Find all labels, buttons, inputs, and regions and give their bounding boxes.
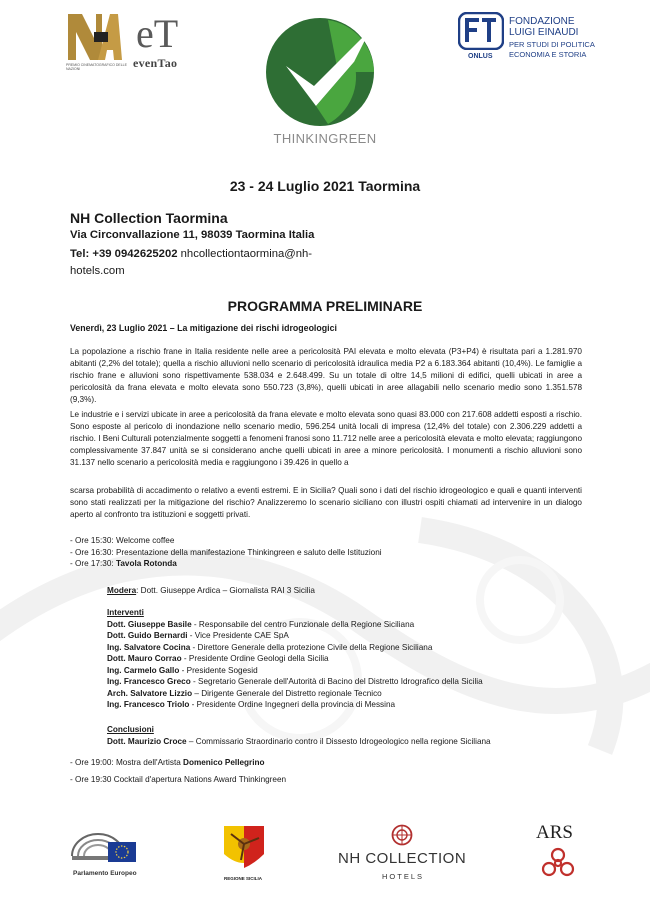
schedule-item: - Ore 15:30: Welcome coffee [70, 536, 175, 545]
evening-item: - Ore 19:30 Cocktail d'apertura Nations Award Thinkingreen [70, 775, 287, 784]
ars-trinacria-emblem [538, 843, 578, 879]
ars-wordmark: ARS [536, 822, 573, 843]
speaker: Ing. Carmelo Gallo - Presidente Sogesid [107, 665, 258, 675]
na-award-logo [68, 14, 122, 60]
day-title: Venerdì, 23 Luglio 2021 – La mitigazione dei rischi idrogeologici [70, 323, 337, 333]
fondazione-einaudi-logo [458, 12, 504, 50]
regione-caption: REGIONE SICILIA [224, 876, 263, 881]
na-caption: PREMIO CINEMATOGRAFICO DELLE NAZIONI [66, 63, 127, 71]
paragraph-2: Le industrie e i servizi ubicate in aree a pericolosità da frana elevate e molto elevata sono quasi 83.000 con 217.608 addetti esposti a rischio. Sono esposte al pericolo di inondazione nello scenario medio, 596.254 unità locali di impresa (12,4% del totale) con 2.306.229 addetti a rischio. I Beni Culturali potenzialmente soggetti a fenomeni franosi sono 11.712 nelle aree a pericolosità elevata e molto elevata; raggiungono complessivamente 37.847 unità se si considerano anche quelli ubicati in aree a minore pericolosità. I monumenti a rischio alluvioni sono 31.137 nello scenario a pericolosità media e raggiungono i 39.426 in quello a [70, 410, 582, 467]
speaker: Arch. Salvatore Lizzio – Dirigente Generale del Distretto regionale Tecnico [107, 688, 382, 698]
onlus-label: ONLUS [468, 53, 493, 60]
evening-item: - Ore 19:00: Mostra dell'Artista Domenico Pellegrino [70, 758, 265, 767]
venue-name: NH Collection Taormina [70, 210, 228, 226]
conclusioni-heading: Conclusioni [107, 725, 154, 734]
paragraph-1: La popolazione a rischio frane in Italia residente nelle aree a pericolosità PAI elevata e molto elevata (P3+P4) è risultata pari a 1.281.970 abitanti (2,2% del totale); quella a rischio alluvioni nello scenario di pericolosità idraulica media P2 a 6.183.364 abitanti (10,4%). Le famiglie a rischio frane e alluvioni sono rispettivamente 538.034 e 2.648.499. Su un totale di oltre 14,5 milioni di edifici, quelli ubicati in aree a pericolosità da frana elevata e molto elevata sono 550.723 (3,8%), quelli ubicati in aree allagabili nello scenario medio sono 1.351.578 (9,3%). [70, 347, 582, 404]
schedule-item: - Ore 16:30: Presentazione della manifestazione Thinkingreen e saluto delle Istituzioni [70, 547, 382, 557]
nh-hotels-label: HOTELS [382, 872, 425, 881]
thinkingreen-wordmark: THINKINGREEN [273, 131, 377, 146]
paragraph-3: scarsa probabilità di accadimento o relativo a eventi estremi. E in Sicilia? Quali sono i dati del rischio idrogeologico e quali e quanti interventi sono stati realizzati per la mitigazione del rischio? Analizzeremo lo scenario siciliano con illustri ospiti chiamati ad intervenire in un dialogo aperto al confronto tra istituzioni e soggetti privati. [70, 486, 582, 519]
speaker: Ing. Salvatore Cocina - Direttore Generale della protezione Civile della Regione Siciliana [107, 642, 433, 652]
eventao-mark: eT [136, 11, 179, 56]
interventi-heading: Interventi [107, 608, 144, 617]
parlamento-caption: Parlamento Europeo [73, 870, 137, 877]
speaker: Dott. Mauro Corrao - Presidente Ordine Geologi della Sicilia [107, 654, 329, 663]
interventi-section [107, 607, 483, 711]
speaker: Dott. Giuseppe Basile - Responsabile del centro Funzionale della Regione Siciliana [107, 619, 415, 629]
nh-collection-wordmark: NH COLLECTION [338, 850, 467, 867]
eventao-caption: evenTao [133, 56, 178, 70]
regione-sicilia-logo [221, 824, 267, 872]
speaker: Ing. Francesco Triolo - Presidente Ordine Ingegneri della provincia di Messina [107, 700, 396, 709]
venue-contact: Tel: +39 0942625202 nhcollectiontaormina@nh- hotels.com [70, 248, 313, 277]
speaker: Dott. Guido Bernardi - Vice Presidente CAE SpA [107, 631, 289, 640]
moderator: Modera: Dott. Giuseppe Ardica – Giornalista RAI 3 Sicilia [107, 586, 315, 595]
fondazione-subtitle: PER STUDI DI POLITICA ECONOMIA E STORIA [509, 40, 595, 59]
schedule-item: - Ore 17:30: Tavola Rotonda [70, 559, 177, 568]
thinkingreen-logo [258, 16, 382, 128]
program-title: PROGRAMMA PRELIMINARE [227, 298, 423, 314]
venue-address: Via Circonvallazione 11, 98039 Taormina Italia [70, 229, 315, 241]
conclusioni-section [107, 724, 491, 747]
speaker: Ing. Francesco Greco - Segretario Generale dell'Autorità di Bacino del Distretto Idrografico della Sicilia [107, 677, 483, 686]
schedule-list [70, 535, 382, 570]
speaker: Dott. Maurizio Croce – Commissario Straordinario contro il Dissesto Idrogeologico nella regione Siciliana [107, 736, 491, 746]
nh-collection-emblem [391, 824, 413, 846]
fondazione-name: FONDAZIONE LUIGI EINAUDI [509, 16, 579, 38]
event-date: 23 - 24 Luglio 2021 Taormina [229, 178, 421, 194]
parlamento-europeo-logo [70, 826, 138, 870]
